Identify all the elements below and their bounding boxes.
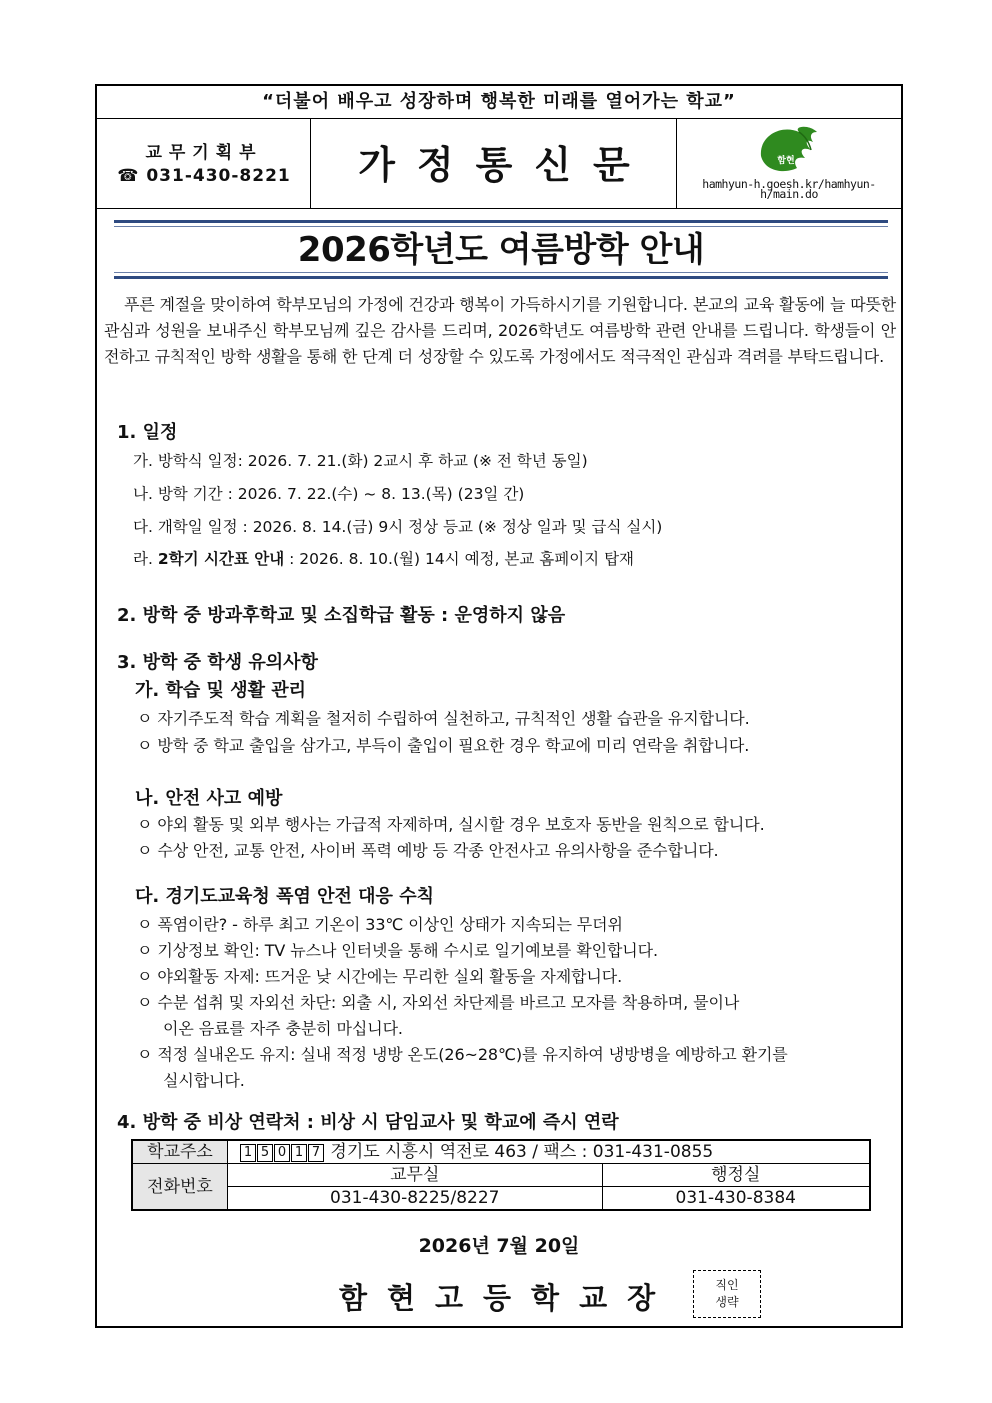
logo-cell <box>677 118 901 208</box>
address-text: 경기도 시흥시 역전로 463 / 팩스 : 031-431-0855 <box>325 1142 714 1162</box>
zip-digit: 1 <box>240 1144 256 1162</box>
school-logo-icon <box>755 122 825 180</box>
bullet-item: ㅇ 야외활동 자제: 뜨거운 낮 시간에는 무리한 실외 활동을 자제합니다. <box>137 967 623 986</box>
section3-heading: 3. 방학 중 학생 유의사항 <box>117 652 318 673</box>
newsletter-title: 가정통신문 <box>358 142 652 187</box>
schedule-rest: : 2026. 8. 10.(월) 14시 예정, 본교 홈페이지 탑재 <box>284 550 635 568</box>
schedule-item <box>133 547 634 569</box>
zip-digit: 1 <box>291 1144 307 1162</box>
seal-text: 직인 <box>715 1278 739 1292</box>
section3-sub-b-heading: 나. 안전 사고 예방 <box>135 788 283 809</box>
bullet-continuation: 이온 음료를 자주 충분히 마십니다. <box>163 1019 403 1038</box>
title-rule-bottom <box>114 276 888 279</box>
bullet-item: ㅇ 수분 섭취 및 자외선 차단: 외출 시, 자외선 차단제를 바르고 모자를 착용하며, 물이나 <box>137 993 740 1012</box>
title-cell <box>311 118 677 208</box>
bullet-item: ㅇ 수상 안전, 교통 안전, 사이버 폭력 예방 등 각종 안전사고 유의사항을 준수합니다. <box>137 841 719 860</box>
title-rule-bottom-thin <box>114 272 888 273</box>
title-rule-top-thin <box>114 226 888 227</box>
contact-table <box>131 1139 871 1211</box>
bullet-item: ㅇ 폭염이란? - 하루 최고 기온이 33℃ 이상인 상태가 지속되는 무더위 <box>137 915 623 934</box>
seal-text: 생략 <box>715 1295 739 1309</box>
school-motto: “더불어 배우고 성장하며 행복한 미래를 열어가는 학교” <box>97 86 901 119</box>
section4-heading: 4. 방학 중 비상 연락처 : 비상 시 담임교사 및 학교에 즉시 연락 <box>117 1112 619 1133</box>
logo-text: 함현 <box>777 156 795 166</box>
section3-sub-c-heading: 다. 경기도교육청 폭염 안전 대응 수칙 <box>135 886 434 907</box>
dept-cell <box>97 118 311 208</box>
header <box>97 118 901 209</box>
bullet-item: ㅇ 방학 중 학교 출입을 삼가고, 부득이 출입이 필요한 경우 학교에 미리 연락을 취합니다. <box>137 736 750 755</box>
bullet-item: ㅇ 야외 활동 및 외부 행사는 가급적 자제하며, 실시할 경우 보호자 동반을 원칙으로 합니다. <box>137 815 765 834</box>
zip-digit: 5 <box>257 1144 273 1162</box>
title-rule-top <box>114 220 888 223</box>
schedule-item: 가. 방학식 일정: 2026. 7. 21.(화) 2교시 후 하교 (※ 전 학년 동일) <box>133 452 588 470</box>
seal-omitted-box <box>693 1270 761 1318</box>
office2-label: 행정실 <box>602 1164 870 1187</box>
schedule-prefix: 라. <box>133 550 158 568</box>
main-title: 2026학년도 여름방학 안내 <box>297 230 705 270</box>
intro-paragraph: 푸른 계절을 맞이하여 학부모님의 가정에 건강과 행복이 가득하시기를 기원합니다. 본교의 교육 활동에 늘 따뜻한 관심과 성원을 보내주신 학부모님께 깊은 감사를 드리며, 2026학년도 여름방학 관련 안내를 드립니다. 학생들이 안전하고 규칙적인 방학 생활을 통해 한 단계 더 성장할 수 있도록 가정에서도 적극적인 관심과 격려를 부탁드립니다. <box>104 295 896 366</box>
section1-heading: 1. 일정 <box>117 422 178 443</box>
bullet-item: ㅇ 자기주도적 학습 계획을 철저히 수립하여 실천하고, 규칙적인 생활 습관을 유지합니다. <box>137 709 750 728</box>
zip-digit: 7 <box>308 1144 324 1162</box>
newsletter-frame <box>95 84 903 1328</box>
school-url[interactable]: hamhyun-h.goesh.kr/hamhyun-h/main.do <box>702 177 876 201</box>
dept-phone: ☎ 031-430-8221 <box>117 166 291 186</box>
bullet-item: ㅇ 적정 실내온도 유지: 실내 적정 냉방 온도(26~28℃)를 유지하여 냉방병을 예방하고 환기를 <box>137 1045 788 1064</box>
bullet-continuation: 실시합니다. <box>163 1071 245 1090</box>
dept-name: 교무기획부 <box>145 143 263 163</box>
office1-label: 교무실 <box>228 1164 603 1187</box>
office1-phone: 031-430-8225/8227 <box>228 1187 603 1211</box>
bullet-item: ㅇ 기상정보 확인: TV 뉴스나 인터넷을 통해 수시로 일기예보를 확인합니다. <box>137 941 658 960</box>
principal-signature: 함현고등학교장 <box>339 1281 676 1315</box>
schedule-item: 나. 방학 기간 : 2026. 7. 22.(수) ~ 8. 13.(목) (23일 간) <box>133 485 525 503</box>
schedule-bold: 2학기 시간표 안내 <box>157 550 285 568</box>
phone-label: 전화번호 <box>132 1164 228 1211</box>
address-cell <box>228 1140 871 1164</box>
office2-phone: 031-430-8384 <box>602 1187 870 1211</box>
address-label: 학교주소 <box>132 1140 228 1164</box>
issue-date: 2026년 7월 20일 <box>418 1235 580 1257</box>
section2-heading: 2. 방학 중 방과후학교 및 소집학급 활동 : 운영하지 않음 <box>117 605 566 626</box>
schedule-item: 다. 개학일 일정 : 2026. 8. 14.(금) 9시 정상 등교 (※ 정상 일과 및 급식 실시) <box>133 518 663 536</box>
section3-sub-a-heading: 가. 학습 및 생활 관리 <box>135 680 307 701</box>
zip-digit: 0 <box>274 1144 290 1162</box>
